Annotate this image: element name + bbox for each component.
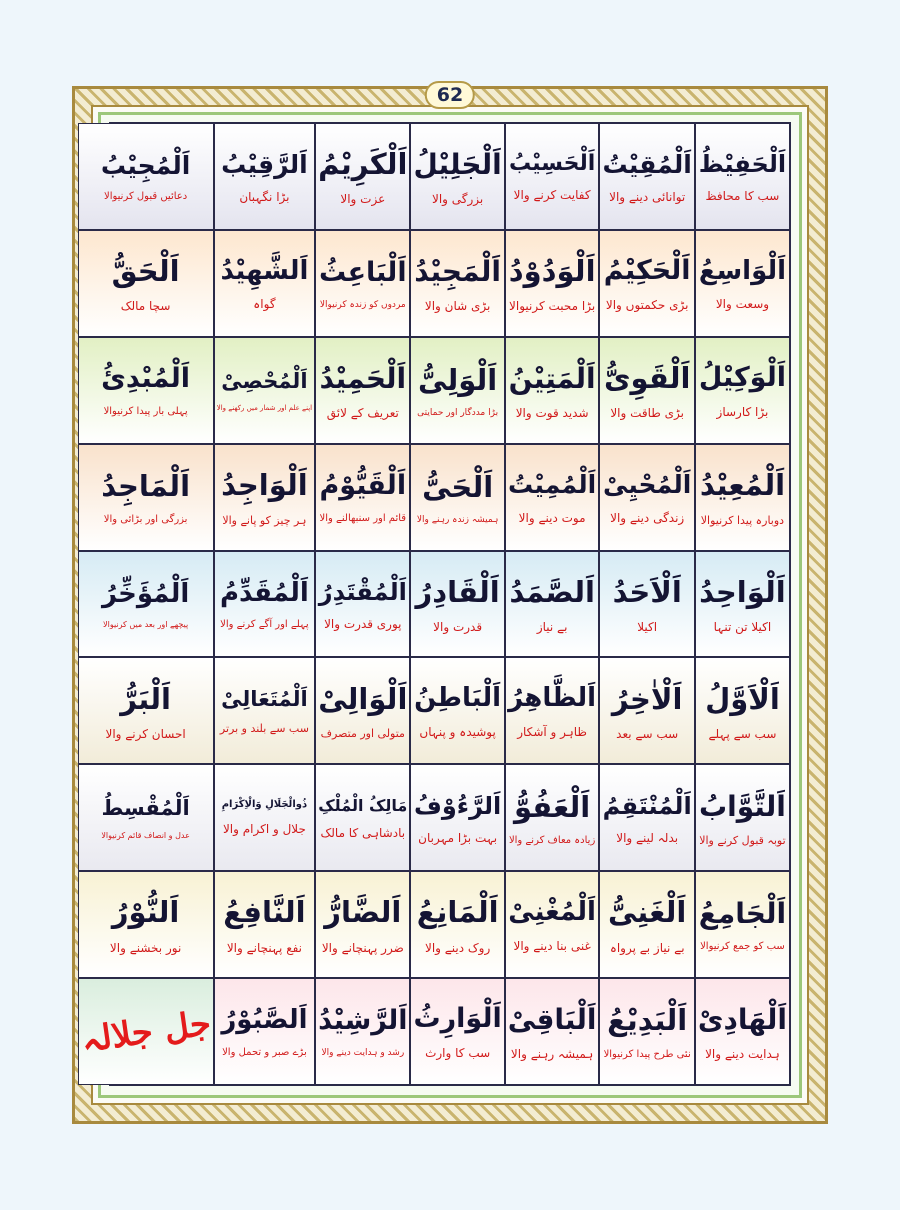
name-cell: [695, 444, 790, 551]
name-cell: [214, 230, 315, 337]
name-meaning: بے نیاز: [536, 619, 568, 634]
divine-name: اَلصَّبُوْرُ: [221, 1005, 308, 1036]
divine-name: اَلْمُحْیِیْ: [603, 470, 692, 500]
name-meaning: ضرر پہنچانے والا: [321, 940, 404, 955]
name-meaning: نئی طرح پیدا کرنیوالا: [603, 1048, 691, 1060]
name-meaning: بڑا کارساز: [716, 404, 769, 419]
name-meaning: بڑا محبت کرنیوالا: [509, 299, 596, 314]
name-cell: [410, 657, 504, 764]
name-cell: [599, 444, 694, 551]
name-meaning: کفایت کرنے والا: [513, 187, 591, 202]
divine-name: اَلْمَتِیْنُ: [508, 361, 596, 395]
name-meaning: دوبارہ پیدا کرنیوالا: [700, 513, 785, 527]
name-cell: [315, 444, 410, 551]
name-cell: [695, 551, 790, 658]
name-cell: [599, 978, 694, 1085]
name-meaning: روک دینے والا: [424, 940, 491, 955]
name-meaning: جلال و اکرام والا: [222, 821, 306, 836]
divine-name: اَلنَّافِعُ: [223, 895, 306, 930]
name-meaning: پہلے اور آگے کرنے والا: [220, 619, 309, 631]
name-meaning: بڑی شان والا: [424, 298, 491, 313]
name-meaning: بدلہ لینے والا: [616, 830, 679, 845]
name-meaning: نفع پہنچانے والا: [226, 940, 302, 955]
divine-name: اَلْعَفُوُّ: [513, 789, 591, 824]
divine-name: اَلْقَوِیُّ: [603, 360, 691, 395]
name-cell: [214, 551, 315, 658]
name-meaning: احسان کرنے والا: [105, 726, 186, 741]
name-meaning: بڑا نگہبان: [239, 189, 290, 204]
divine-name: اَلْمُحْصِیْ: [221, 368, 308, 393]
divine-name: اَلرَّقِیْبُ: [221, 149, 308, 179]
name-cell: [505, 123, 600, 230]
divine-name: اَلْمُغْنِیْ: [508, 897, 596, 928]
name-cell: [315, 978, 410, 1085]
name-cell: [599, 337, 694, 444]
name-meaning: ہمیشہ رہنے والا: [510, 1046, 594, 1061]
divine-name: اَلْجَلِیْلُ: [413, 147, 502, 181]
name-cell: [599, 123, 694, 230]
divine-name: اَلْوَلِیُّ: [418, 362, 498, 397]
divine-name: اَلصَّمَدُ: [509, 574, 595, 609]
name-meaning: بڑی طاقت والا: [610, 406, 685, 421]
divine-name: اَلْحَقُّ: [111, 254, 180, 288]
name-cell: [315, 551, 410, 658]
name-meaning: رشد و ہدایت دینے والا: [321, 1048, 405, 1059]
jalla-jalaluhu-calligraphy: جل جلالہ: [78, 1003, 213, 1061]
divine-name: اَلْمُجِیْبُ: [100, 150, 191, 180]
name-meaning: بے نیاز بے پرواہ: [609, 940, 685, 955]
divine-name: اَلْبَاطِنُ: [414, 683, 502, 714]
divine-name: اَلْمُنْتَقِمُ: [602, 791, 692, 820]
name-meaning: سب کو جمع کرنیوالا: [700, 941, 785, 953]
name-cell: [505, 337, 600, 444]
divine-name: اَلْکَرِیْمُ: [318, 147, 408, 182]
divine-name: اَلْحَسِیْبُ: [508, 151, 596, 177]
name-meaning: توبہ قبول کرنے والا: [699, 833, 786, 847]
divine-name: اَلْمَجِیْدُ: [414, 254, 501, 288]
divine-name: اَلْمُقْتَدِرُ: [318, 577, 407, 606]
name-meaning: قدرت والا: [433, 619, 483, 634]
name-meaning: سب سے بلند و برتر: [219, 722, 309, 736]
name-meaning: ہر چیز کو پانے والا: [222, 513, 307, 527]
divine-name: اَلْمُمِیْتُ: [508, 470, 597, 500]
divine-name: اَلْقَیُّوْمُ: [319, 470, 407, 502]
divine-name: اَلْوَاحِدُ: [699, 574, 786, 609]
name-cell: [410, 230, 504, 337]
name-meaning: بادشاہی کا مالک: [320, 825, 406, 840]
name-meaning: سب کا محافظ: [705, 189, 780, 204]
divine-name: اَلْھَادِیْ: [697, 1002, 787, 1036]
name-meaning: پیچھے اور بعد میں کرنیوالا: [103, 620, 189, 630]
name-cell: [695, 978, 790, 1085]
divine-name: اَلْمُعِیْدُ: [699, 468, 786, 503]
name-meaning: بڑی حکمتوں والا: [605, 298, 689, 312]
divine-name: اَلْوَکِیْلُ: [698, 362, 787, 394]
name-meaning: پوشیدہ و پنہاں: [419, 724, 496, 739]
name-cell: [599, 230, 694, 337]
name-cell: [315, 871, 410, 978]
name-cell: [599, 551, 694, 658]
name-cell: [78, 444, 214, 551]
name-meaning: اکیلا تن تنہا: [713, 619, 772, 634]
divine-name: اَلْبَاعِثُ: [319, 257, 407, 289]
divine-name: اَلرَّشِیْدُ: [318, 1005, 408, 1037]
name-cell: [695, 764, 790, 871]
name-meaning: اپنے علم اور شمار میں رکھنے والا: [216, 404, 313, 413]
divine-name: اَلْوَدُوْدُ: [508, 254, 596, 288]
name-cell: [505, 230, 600, 337]
page-number: 62: [425, 81, 475, 109]
name-cell: [214, 978, 315, 1085]
name-meaning: زندگی دینے والا: [610, 510, 685, 525]
name-meaning: تعریف کے لائق: [326, 405, 399, 420]
name-meaning: ظاہر و آشکار: [517, 724, 587, 739]
name-meaning: غنی بنا دینے والا: [513, 938, 591, 953]
name-meaning: قائم اور سنبھالنے والا: [319, 512, 407, 524]
divine-name: اَلرَّءُوْفُ: [414, 791, 502, 820]
divine-name: اَلظَّاھِرُ: [508, 683, 597, 714]
name-meaning: سچا مالک: [120, 299, 171, 314]
name-cell: [315, 230, 410, 337]
name-cell: [599, 764, 694, 871]
divine-name: اَلْمُقِیْتُ: [602, 149, 692, 179]
name-meaning: اکیلا: [637, 619, 658, 634]
name-cell: [410, 978, 504, 1085]
name-meaning: پہلی بار پیدا کرنیوالا: [103, 406, 188, 418]
divine-name: اَلْحَکِیْمُ: [603, 255, 691, 287]
name-meaning: دعائیں قبول کرنیوالا: [104, 191, 188, 203]
name-cell: [695, 230, 790, 337]
name-meaning: توانائی دینے والا: [609, 189, 686, 204]
name-cell: [599, 871, 694, 978]
name-meaning: بزرگی والا: [431, 191, 484, 206]
name-meaning: سب کا وارث: [425, 1046, 491, 1061]
name-meaning: عزت والا: [340, 192, 386, 207]
name-cell: [410, 444, 504, 551]
name-cell: [505, 551, 600, 658]
divine-name: اَلْحَیُّ: [422, 469, 494, 504]
name-meaning: موت دینے والا: [518, 510, 586, 525]
name-cell: [78, 657, 214, 764]
divine-name: اَلْاٰخِرُ: [611, 681, 683, 716]
name-cell: [214, 123, 315, 230]
name-cell: [315, 657, 410, 764]
divine-name: اَلْوَاسِعُ: [698, 255, 787, 286]
name-meaning: عدل و انصاف قائم کرنیوالا: [101, 831, 190, 841]
name-cell: [599, 657, 694, 764]
name-meaning: سب سے بعد: [616, 726, 679, 741]
name-cell: [214, 657, 315, 764]
name-meaning: ہدایت دینے والا: [705, 1046, 780, 1061]
name-meaning: مردوں کو زندہ کرنیوالا: [319, 299, 406, 310]
name-meaning: بزرگی اور بڑائی والا: [103, 514, 188, 526]
divine-name: اَلْغَنِیُّ: [607, 895, 687, 930]
name-cell: [695, 337, 790, 444]
name-cell: [214, 871, 315, 978]
name-meaning: بڑے صبر و تحمل والا: [222, 1046, 307, 1058]
name-cell: [315, 337, 410, 444]
divine-name: اَلتَّوَّابُ: [699, 789, 786, 823]
divine-name: اَلْجَامِعُ: [698, 897, 787, 931]
name-cell: [505, 657, 600, 764]
name-cell: [315, 123, 410, 230]
name-cell: [695, 871, 790, 978]
name-meaning: زیادہ معاف کرنے والا: [508, 834, 596, 846]
name-cell: [78, 551, 214, 658]
calligraphy-cell: [78, 978, 214, 1085]
name-cell: [695, 123, 790, 230]
divine-name: اَلْمُؤَخِّرُ: [101, 578, 190, 609]
name-meaning: نور بخشنے والا: [109, 940, 182, 955]
names-grid: [78, 122, 791, 1086]
divine-name: اَلْوَارِثُ: [413, 1003, 502, 1035]
name-meaning: ہمیشہ زندہ رہنے والا: [416, 514, 499, 525]
name-cell: [505, 871, 600, 978]
divine-name: اَلْوَاجِدُ: [221, 468, 308, 503]
divine-name: اَلْبَاقِیْ: [507, 1002, 597, 1036]
divine-name: اَلْمُقْسِطُ: [101, 795, 190, 820]
name-meaning: بڑا مددگار اور حمایتی: [417, 407, 499, 418]
divine-name: اَلْقَادِرُ: [415, 574, 500, 609]
divine-name: اَلْمُقَدِّمُ: [219, 577, 309, 608]
name-cell: [214, 444, 315, 551]
divine-name: اَلنُّوْرُ: [111, 895, 180, 930]
name-cell: [410, 551, 504, 658]
divine-name: اَلْاَحَدُ: [612, 574, 682, 609]
name-cell: [78, 337, 214, 444]
divine-name: اَلضَّارُّ: [324, 895, 402, 930]
name-cell: [410, 871, 504, 978]
divine-name: اَلْمُتَعَالِیْ: [221, 687, 308, 712]
name-cell: [315, 764, 410, 871]
name-cell: [505, 764, 600, 871]
name-cell: [214, 337, 315, 444]
divine-name: اَلْبَدِیْعُ: [607, 1003, 688, 1038]
name-cell: [78, 230, 214, 337]
divine-name: اَلْوَالِیْ: [318, 682, 408, 717]
divine-name: اَلْمَاجِدُ: [101, 468, 191, 503]
name-cell: [214, 764, 315, 871]
divine-name: مَالِکُ الْمُلْکِ: [318, 795, 408, 815]
name-cell: [78, 123, 214, 230]
name-cell: [410, 337, 504, 444]
divine-name: ذُوالْجَلَالِ وَالْاِکْرَامِ: [221, 799, 308, 811]
divine-name: اَلْبَرُّ: [120, 681, 171, 716]
name-cell: [505, 444, 600, 551]
name-meaning: وسعت والا: [715, 297, 770, 312]
name-meaning: پوری قدرت والا: [324, 616, 402, 631]
divine-name: اَلْحَمِیْدُ: [319, 361, 407, 395]
divine-name: اَلْحَفِیْظُ: [698, 150, 787, 179]
divine-name: اَلْمَانِعُ: [416, 895, 499, 930]
name-cell: [695, 657, 790, 764]
divine-name: اَلْمُبْدِئُ: [101, 363, 191, 395]
name-meaning: گواہ: [253, 297, 276, 312]
name-cell: [410, 764, 504, 871]
name-cell: [78, 871, 214, 978]
name-meaning: سب سے پہلے: [708, 726, 777, 741]
divine-name: اَلْاَوَّلُ: [705, 681, 780, 716]
name-cell: [78, 764, 214, 871]
divine-name: اَلشَّھِیْدُ: [220, 255, 309, 286]
name-meaning: متولی اور متصرف: [320, 727, 405, 741]
name-cell: [410, 123, 504, 230]
name-meaning: شدید قوت والا: [515, 405, 589, 420]
name-meaning: بہت بڑا مہربان: [418, 830, 498, 845]
name-cell: [505, 978, 600, 1085]
